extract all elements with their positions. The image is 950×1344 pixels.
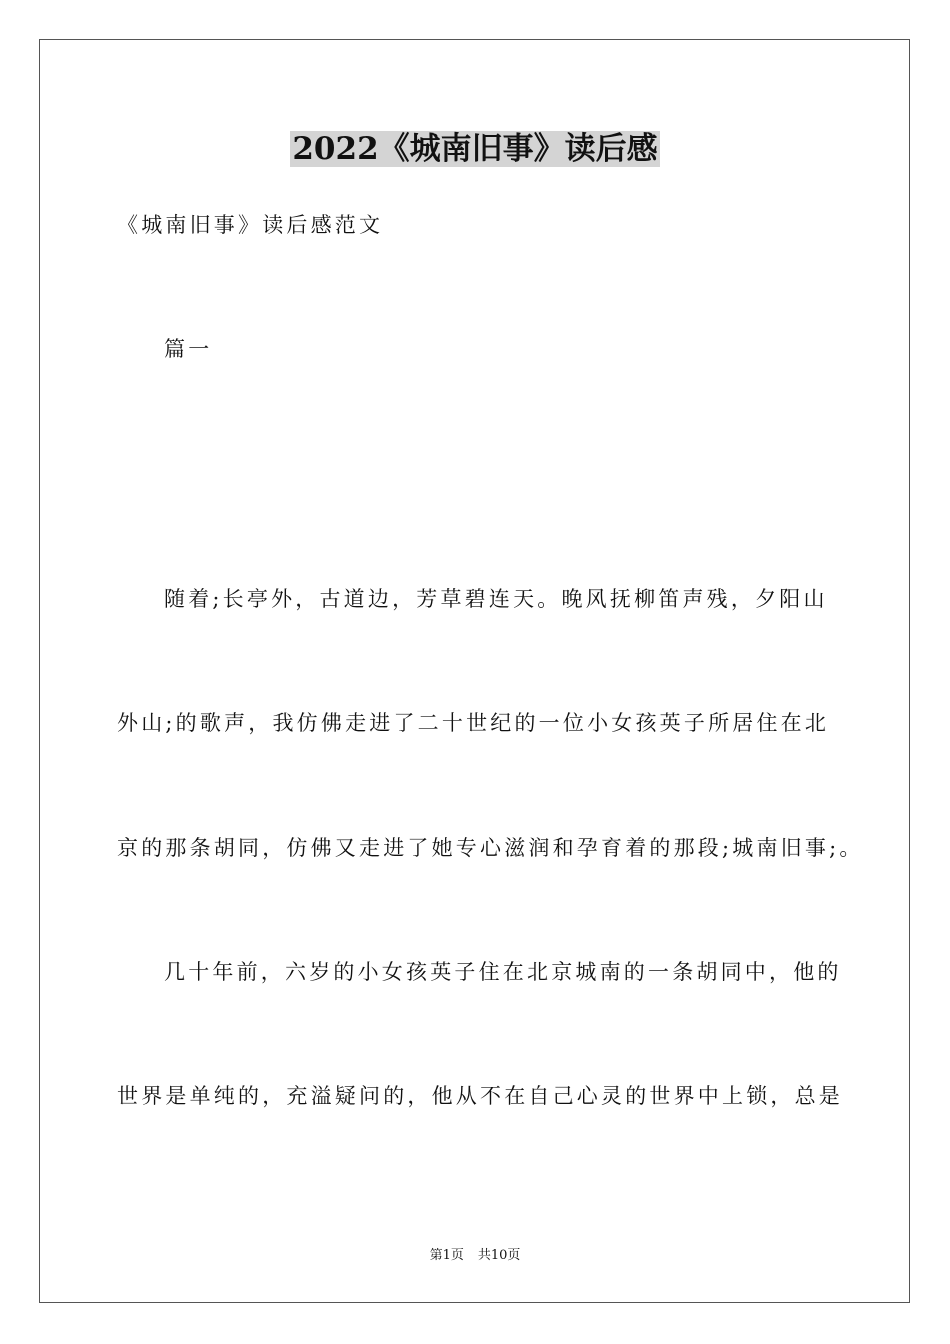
paragraph-line-2: 外山;的歌声，我仿佛走进了二十世纪的一位小女孩英子所居住在北 (117, 711, 830, 735)
paragraph-line-4: 几十年前，六岁的小女孩英子住在北京城南的一条胡同中，他的 (164, 960, 842, 984)
page-total: 共10页 (477, 1248, 521, 1263)
paragraph-line-1: 随着;长亭外，古道边，芳草碧连天。晚风抚柳笛声残，夕阳山 (164, 587, 828, 611)
page-footer (0, 1247, 950, 1265)
section-heading: 篇一 (164, 337, 213, 361)
document-title (0, 128, 950, 170)
document-title-text: 2022《城南旧事》读后感 (292, 131, 658, 167)
paragraph-line-5: 世界是单纯的，充溢疑问的，他从不在自己心灵的世界中上锁，总是 (117, 1084, 843, 1108)
document-subtitle: 《城南旧事》读后感范文 (117, 213, 384, 237)
paragraph-line-3: 京的那条胡同，仿佛又走进了她专心滋润和孕育着的那段;城南旧事;。 (117, 836, 864, 860)
page-number: 第1页 (429, 1248, 464, 1263)
